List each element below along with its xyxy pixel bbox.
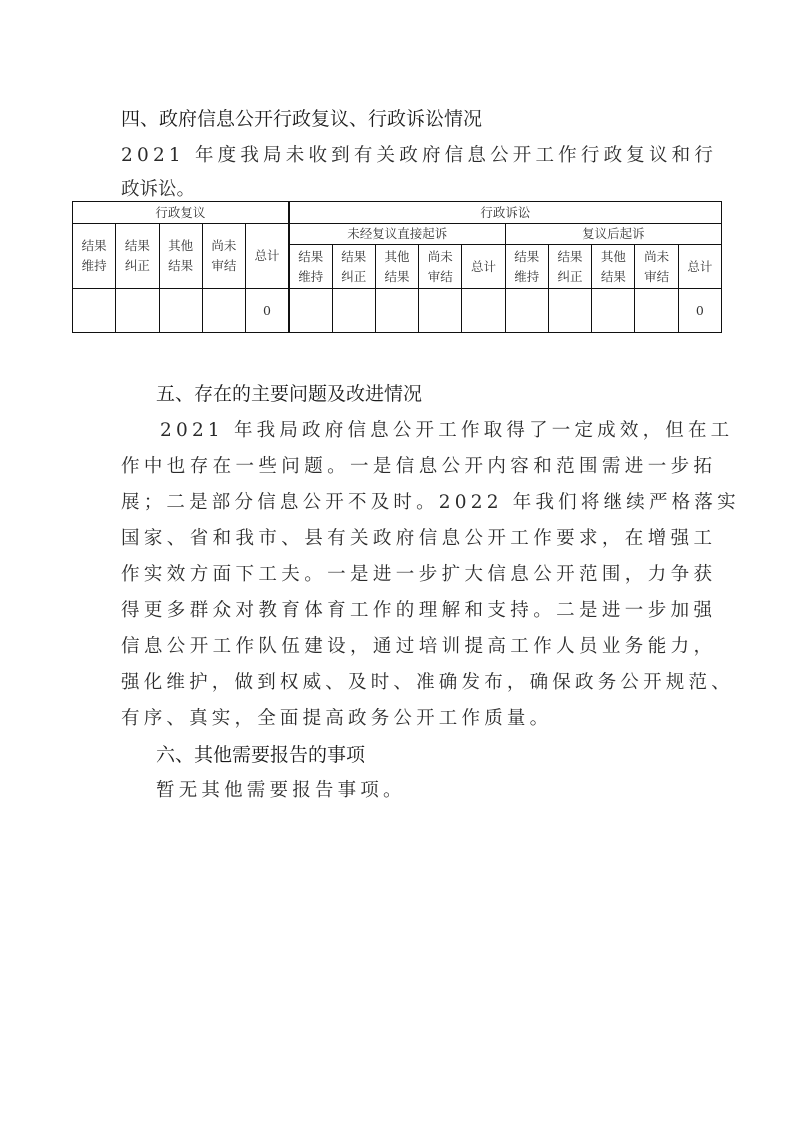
cell-review-pending	[202, 289, 245, 333]
cell-after-total: 0	[678, 289, 721, 333]
section-4-heading: 四、政府信息公开行政复议、行政诉讼情况	[121, 108, 483, 130]
header-direct-corrected: 结果 纠正	[332, 245, 375, 289]
section-4-paragraph-line-1: 2021 年度我局未收到有关政府信息公开工作行政复议和行	[121, 145, 718, 166]
header-direct-upheld: 结果 维持	[289, 245, 332, 289]
cell-after-pending	[635, 289, 678, 333]
header-review-corrected: 结果 纠正	[116, 224, 159, 289]
cell-direct-corrected	[332, 289, 375, 333]
header-direct-total: 总计	[462, 245, 505, 289]
header-after-corrected: 结果 纠正	[548, 245, 591, 289]
section-4-paragraph-line-2: 政诉讼。	[121, 179, 196, 200]
table-subgroup-header-row	[73, 224, 722, 245]
header-administrative-review: 行政复议	[73, 202, 289, 224]
section-5-line: 信息公开工作队伍建设，通过培训提高工作人员业务能力，	[121, 636, 717, 657]
section-5-line: 2021 年我局政府信息公开工作取得了一定成效，但在工	[160, 420, 734, 441]
table-group-header-row	[73, 202, 722, 224]
section-5-line: 作实效方面下工夫。一是进一步扩大信息公开范围，力争获	[121, 564, 717, 585]
cell-after-corrected	[548, 289, 591, 333]
header-direct-other: 其他 结果	[375, 245, 418, 289]
section-6-heading: 六、其他需要报告的事项	[156, 744, 366, 766]
section-5-heading: 五、存在的主要问题及改进情况	[156, 383, 423, 405]
cell-after-other	[592, 289, 635, 333]
header-after-other: 其他 结果	[592, 245, 635, 289]
section-5-line: 有序、真实，全面提高政务公开工作质量。	[121, 708, 553, 729]
section-5-line: 展；二是部分信息公开不及时。2022 年我们将继续严格落实	[121, 492, 740, 513]
header-after-pending: 尚未 审结	[635, 245, 678, 289]
cell-direct-other	[375, 289, 418, 333]
table-row	[73, 289, 722, 333]
review-litigation-table	[72, 201, 722, 333]
section-5-line: 得更多群众对教育体育工作的理解和支持。二是进一步加强	[121, 600, 717, 621]
section-5-line: 作中也存在一些问题。一是信息公开内容和范围需进一步拓	[121, 456, 717, 477]
header-litigation-after-review: 复议后起诉	[505, 224, 721, 245]
cell-review-upheld	[73, 289, 116, 333]
cell-review-total: 0	[246, 289, 289, 333]
cell-direct-pending	[419, 289, 462, 333]
header-direct-pending: 尚未 审结	[419, 245, 462, 289]
cell-review-corrected	[116, 289, 159, 333]
header-after-upheld: 结果 维持	[505, 245, 548, 289]
section-5-line: 国家、省和我市、县有关政府信息公开工作要求，在增强工	[121, 528, 717, 549]
header-review-upheld: 结果 维持	[73, 224, 116, 289]
cell-direct-total	[462, 289, 505, 333]
header-review-pending: 尚未 审结	[202, 224, 245, 289]
header-direct-litigation: 未经复议直接起诉	[289, 224, 505, 245]
section-6-text: 暂无其他需要报告事项。	[156, 780, 406, 801]
cell-after-upheld	[505, 289, 548, 333]
header-review-other: 其他 结果	[159, 224, 202, 289]
header-administrative-litigation: 行政诉讼	[289, 202, 722, 224]
cell-review-other	[159, 289, 202, 333]
header-after-total: 总计	[678, 245, 721, 289]
section-5-line: 强化维护，做到权威、及时、准确发布，确保政务公开规范、	[121, 672, 734, 693]
header-review-total: 总计	[246, 224, 289, 289]
cell-direct-upheld	[289, 289, 332, 333]
